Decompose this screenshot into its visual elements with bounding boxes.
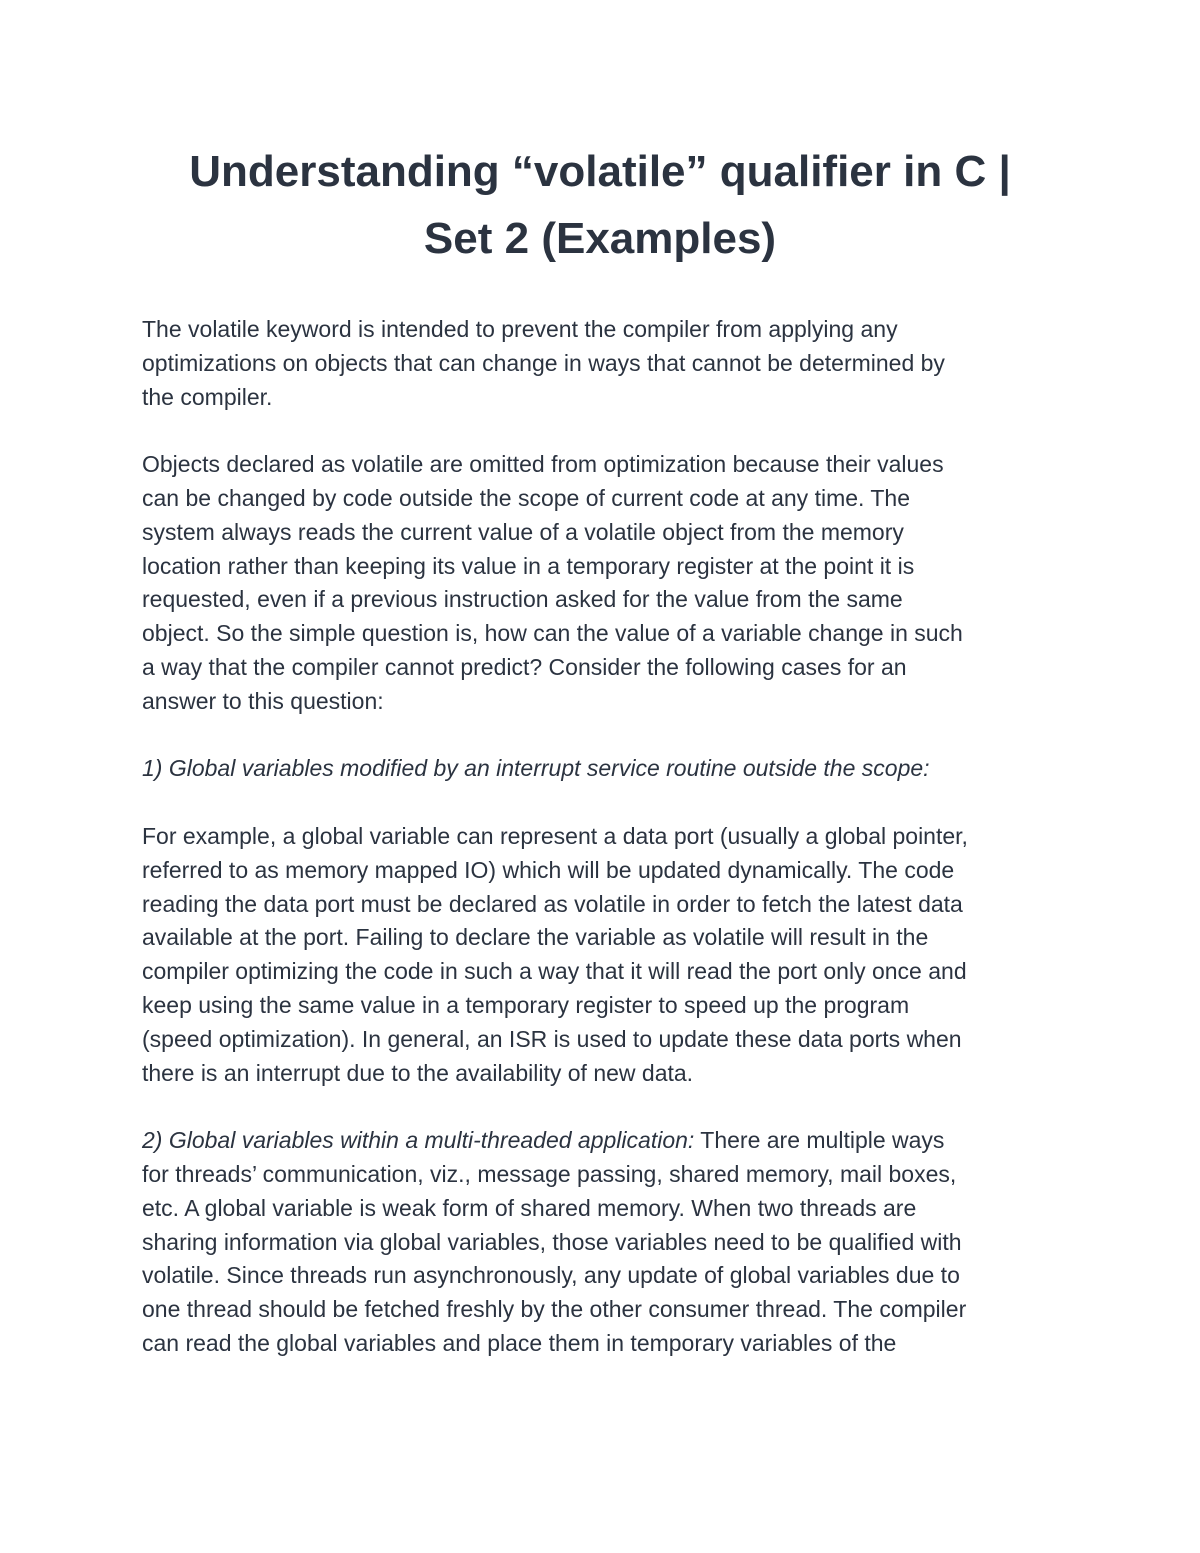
text-line: the compiler. bbox=[142, 383, 273, 410]
title-line: Understanding “volatile” qualifier in C | bbox=[189, 147, 1011, 196]
paragraph-intro bbox=[142, 313, 1067, 414]
paragraph-objects-declared bbox=[142, 448, 1067, 718]
text-line bbox=[142, 1124, 1067, 1158]
text-line: reading the data port must be declared as volatile in order to fetch the latest data bbox=[142, 890, 963, 917]
text-line: location rather than keeping its value in a temporary register at the point it is bbox=[142, 552, 915, 579]
text-line: etc. A global variable is weak form of shared memory. When two threads are bbox=[142, 1194, 917, 1221]
text-line: requested, even if a previous instruction asked for the value from the same bbox=[142, 586, 903, 613]
text-line: there is an interrupt due to the availability of new data. bbox=[142, 1059, 694, 1086]
text-line: Objects declared as volatile are omitted from optimization because their values bbox=[142, 451, 944, 478]
text-line: system always reads the current value of a volatile object from the memory bbox=[142, 518, 904, 545]
text-line: answer to this question: bbox=[142, 687, 384, 714]
italic-heading: 1) Global variables modified by an interrupt service routine outside the scope: bbox=[142, 755, 930, 782]
text-line: For example, a global variable can represent a data port (usually a global pointer, bbox=[142, 822, 968, 849]
text-fragment: There are multiple ways bbox=[694, 1127, 945, 1154]
paragraph-example bbox=[142, 820, 1067, 1090]
text-line: sharing information via global variables, those variables need to be qualified with bbox=[142, 1228, 962, 1255]
text-line: keep using the same value in a temporary register to speed up the program bbox=[142, 991, 910, 1018]
paragraph-multithreaded bbox=[142, 1124, 1067, 1361]
italic-heading: 2) Global variables within a multi-threaded application: bbox=[142, 1127, 695, 1154]
case-1-heading bbox=[142, 752, 1067, 786]
text-line: (speed optimization). In general, an ISR is used to update these data ports when bbox=[142, 1025, 962, 1052]
document-title bbox=[120, 138, 1080, 272]
title-line: Set 2 (Examples) bbox=[423, 214, 777, 263]
text-line: optimizations on objects that can change in ways that cannot be determined by bbox=[142, 349, 945, 376]
text-line: volatile. Since threads run asynchronously, any update of global variables due to bbox=[142, 1262, 960, 1289]
text-line: for threads’ communication, viz., message passing, shared memory, mail boxes, bbox=[142, 1160, 957, 1187]
text-line: compiler optimizing the code in such a way that it will read the port only once and bbox=[142, 958, 967, 985]
text-line: one thread should be fetched freshly by the other consumer thread. The compiler bbox=[142, 1296, 967, 1323]
document-body bbox=[142, 313, 1067, 1361]
text-line: available at the port. Failing to declare the variable as volatile will result in the bbox=[142, 924, 929, 951]
text-line: The volatile keyword is intended to prevent the compiler from applying any bbox=[142, 316, 898, 342]
text-line: referred to as memory mapped IO) which will be updated dynamically. The code bbox=[142, 856, 955, 883]
text-line: can be changed by code outside the scope of current code at any time. The bbox=[142, 484, 911, 511]
text-line: can read the global variables and place them in temporary variables of the bbox=[142, 1329, 897, 1356]
text-line: object. So the simple question is, how can the value of a variable change in such bbox=[142, 620, 963, 647]
text-line: a way that the compiler cannot predict? Consider the following cases for an bbox=[142, 653, 907, 680]
